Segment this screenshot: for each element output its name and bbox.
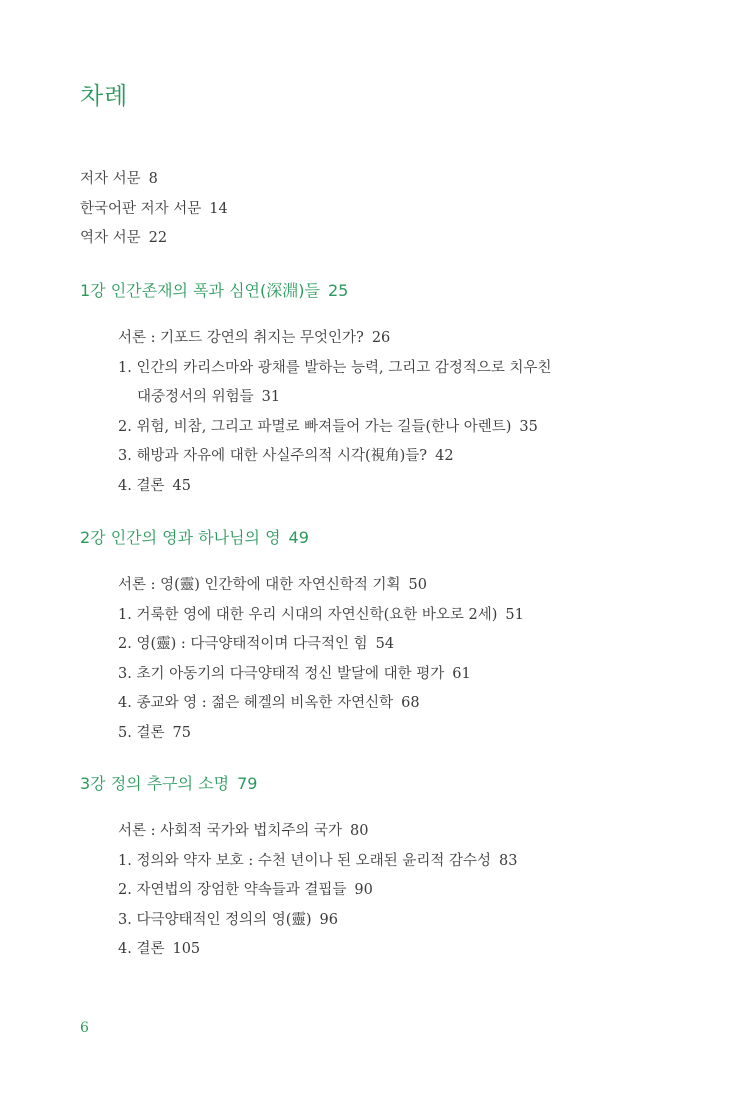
toc-page-number: 83 xyxy=(498,852,518,869)
toc-entry-label: 2. 자연법의 장엄한 약속들과 결핍들 xyxy=(118,882,347,898)
toc-page-number: 42 xyxy=(435,448,454,464)
chapter-heading xyxy=(80,772,517,796)
toc-page-number: 22 xyxy=(148,230,168,246)
chapter-3 xyxy=(80,772,517,965)
toc-page-number: 68 xyxy=(401,695,420,711)
chapter-page-number: 25 xyxy=(327,281,349,300)
toc-page-number: 50 xyxy=(408,577,427,593)
toc-page-number: 26 xyxy=(371,330,391,346)
toc-entry-label: 2. 영(靈) : 다극양태적이며 다극적인 힘 xyxy=(118,636,368,652)
folio-page-number: 6 xyxy=(80,1020,89,1036)
toc-page-number: 51 xyxy=(505,606,524,623)
toc-entry xyxy=(118,906,517,936)
toc-entry xyxy=(118,630,524,660)
toc-entry-continuation xyxy=(118,383,552,413)
toc-entry xyxy=(118,571,524,601)
toc-entry xyxy=(118,689,524,719)
toc-title: 차례 xyxy=(80,82,129,110)
toc-entry xyxy=(118,324,552,354)
prelim-list xyxy=(80,165,228,254)
chapter-page-number: 49 xyxy=(288,528,309,547)
toc-entry-authors-preface xyxy=(80,165,228,195)
toc-page-number: 90 xyxy=(354,882,373,898)
toc-entry-label: 1. 거룩한 영에 대한 우리 시대의 자연신학(요한 바오로 2세) xyxy=(118,606,498,623)
toc-page-number: 31 xyxy=(261,389,281,405)
toc-entry-label: 대중정서의 위험들 xyxy=(137,389,254,405)
toc-page-number: 105 xyxy=(172,941,201,957)
toc-entry xyxy=(118,847,517,877)
chapter-heading xyxy=(80,279,552,303)
toc-entry xyxy=(118,876,517,906)
chapter-items xyxy=(80,817,517,965)
toc-entry-label: 1. 정의와 약자 보호 : 수천 년이나 된 오래된 윤리적 감수성 xyxy=(118,852,491,869)
toc-entry xyxy=(118,354,552,384)
toc-entry-translators-preface xyxy=(80,224,228,254)
toc-entry xyxy=(118,442,552,472)
toc-entry-label: 4. 결론 xyxy=(118,477,165,494)
toc-entry xyxy=(118,719,524,749)
toc-page-number: 75 xyxy=(172,724,191,741)
toc-entry-korean-preface xyxy=(80,195,228,225)
chapter-1 xyxy=(80,279,552,501)
toc-entry-label: 저자 서문 xyxy=(80,171,141,187)
toc-entry-label: 한국어판 저자 서문 xyxy=(80,200,202,217)
toc-page-number: 54 xyxy=(375,636,395,652)
toc-entry-label: 3. 초기 아동기의 다극양태적 정신 발달에 대한 평가 xyxy=(118,665,445,682)
toc-page-number: 35 xyxy=(519,418,538,435)
chapter-title: 3강 정의 추구의 소명 xyxy=(80,774,230,793)
toc-entry-label: 서론 : 사회적 국가와 법치주의 국가 xyxy=(118,823,343,839)
toc-page-number: 96 xyxy=(319,911,338,928)
chapter-items xyxy=(80,571,524,748)
toc-entry-label: 3. 다극양태적인 정의의 영(靈) xyxy=(118,911,312,928)
toc-page-number: 8 xyxy=(148,171,158,187)
toc-entry-label: 4. 종교와 영 : 젊은 헤겔의 비옥한 자연신학 xyxy=(118,695,394,711)
toc-entry-label: 4. 결론 xyxy=(118,941,165,957)
toc-entry xyxy=(118,817,517,847)
chapter-2 xyxy=(80,526,524,748)
toc-entry xyxy=(118,660,524,690)
toc-entry xyxy=(118,935,517,965)
chapter-heading xyxy=(80,526,524,550)
toc-page-number: 61 xyxy=(452,665,471,682)
toc-page-number: 14 xyxy=(209,200,228,217)
chapter-items xyxy=(80,324,552,501)
toc-entry-label: 1. 인간의 카리스마와 광채를 발하는 능력, 그리고 감정적으로 치우친 xyxy=(118,359,552,376)
toc-entry xyxy=(118,472,552,502)
toc-page-number: 45 xyxy=(172,477,191,494)
chapter-title: 2강 인간의 영과 하나님의 영 xyxy=(80,528,281,547)
toc-entry-label: 서론 : 기포드 강연의 취지는 무엇인가? xyxy=(118,330,364,346)
toc-page-number: 80 xyxy=(350,823,369,839)
toc-entry-label: 역자 서문 xyxy=(80,230,141,246)
chapter-title: 1강 인간존재의 폭과 심연(深淵)들 xyxy=(80,281,320,300)
chapter-page-number: 79 xyxy=(237,774,258,793)
toc-entry-label: 서론 : 영(靈) 인간학에 대한 자연신학적 기획 xyxy=(118,577,401,593)
toc-entry-label: 3. 해방과 자유에 대한 사실주의적 시각(視角)들? xyxy=(118,448,428,464)
toc-entry xyxy=(118,601,524,631)
toc-entry-label: 2. 위험, 비참, 그리고 파멸로 빠져들어 가는 길들(한나 아렌트) xyxy=(118,418,512,435)
toc-entry-label: 5. 결론 xyxy=(118,724,165,741)
toc-entry xyxy=(118,413,552,443)
